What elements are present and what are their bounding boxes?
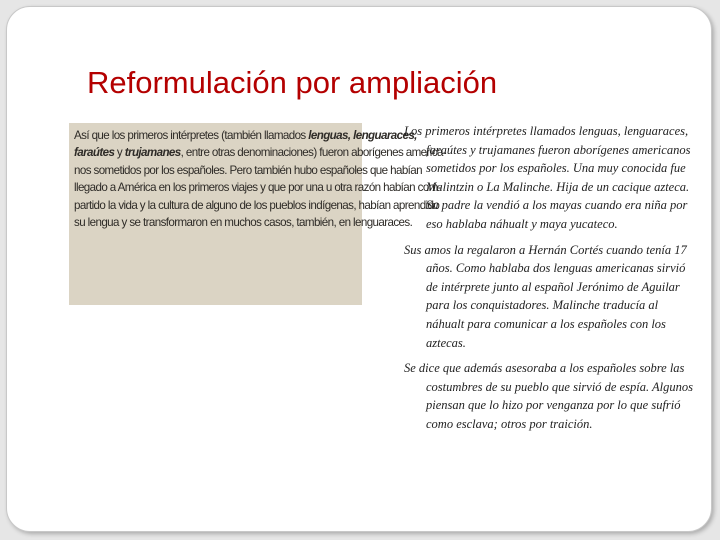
paragraph-3: Se dice que además asesoraba a los españoles sobre las costumbres de su pueblo que sirvió de espía. Algunos piensan que lo hizo por venganza por lo que sufrió como esclava; otros por traición. — [404, 361, 693, 431]
scanned-text-line: partido la vida y la cultura de alguno de los pueblos indígenas, habían aprendido — [74, 198, 440, 212]
scanned-text-line: faraútes y trujamanes, entre otras denominaciones) fueron aborígenes america- — [74, 146, 447, 160]
slide — [6, 6, 712, 532]
body-text — [404, 122, 694, 441]
scanned-text-line: su lengua y se transformaron en muchos casos, también, en lenguaraces. — [74, 216, 413, 230]
slide-title: Reformulación por ampliación — [87, 65, 498, 100]
scanned-text-line: nos sometidos por los españoles. Pero también hubo españoles que habían — [74, 163, 422, 177]
scanned-text-line: llegado a América en los primeros viajes y que por una u otra razón habían com- — [74, 181, 441, 195]
paragraph-2: Sus amos la regalaron a Hernán Cortés cuando tenía 17 años. Como hablaba dos lenguas americanas sirvió de intérprete junto al español Jerónimo de Aguilar para los conquistadores. Malinche traducía al náhualt para comunicar a los españoles con los aztecas. — [404, 242, 687, 350]
scanned-text-line: Así que los primeros intérpretes (también llamados lenguas, lenguaraces, — [74, 129, 417, 142]
paragraph-1: Los primeros intérpretes llamados lenguas, lenguaraces, faraútes y trujamanes fueron aborígenes americanos sometidos por los españoles. Una muy conocida fue Malintzin o La Malinche. Hija de un cacique azteca. Su padre la vendió a los mayas cuando era niña por eso hablaba náhualt y maya yucateco. — [404, 124, 691, 231]
scanned-text-image — [69, 123, 447, 305]
